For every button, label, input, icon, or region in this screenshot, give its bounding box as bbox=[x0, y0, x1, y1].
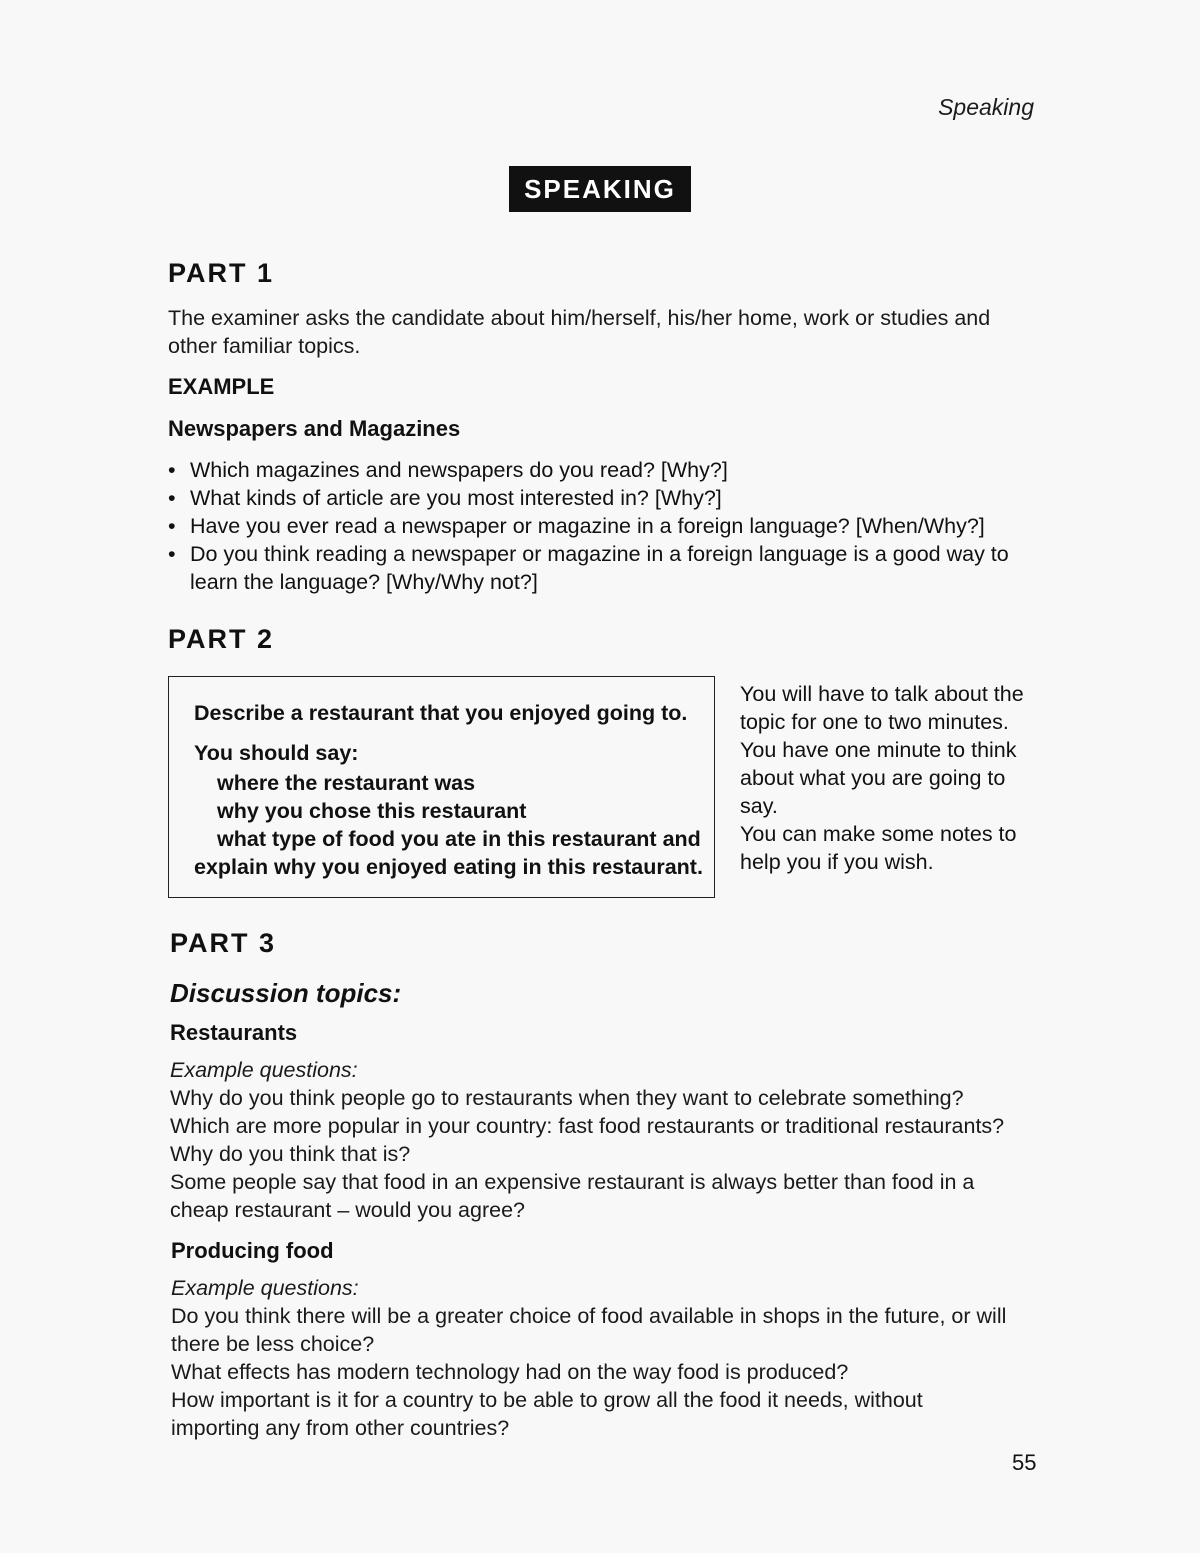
question-line: Why do you think that is? bbox=[170, 1142, 411, 1166]
question-line: How important is it for a country to be able to grow all the food it needs, without bbox=[171, 1388, 923, 1412]
cue-card-point: why you chose this restaurant bbox=[217, 799, 527, 823]
question-line: Why do you think people go to restaurants when they want to celebrate something? bbox=[170, 1086, 964, 1110]
instruction-line: You have one minute to think bbox=[740, 738, 1017, 762]
bullet-icon: • bbox=[168, 458, 176, 482]
running-head: Speaking bbox=[938, 94, 1034, 120]
question-list bbox=[168, 456, 1048, 596]
instruction-line: help you if you wish. bbox=[740, 850, 934, 874]
instruction-line: about what you are going to bbox=[740, 766, 1006, 790]
example-questions-label: Example questions: bbox=[171, 1276, 359, 1300]
cue-card-prompt: You should say: bbox=[194, 741, 359, 765]
part1-intro bbox=[168, 304, 1048, 360]
cue-card-point: where the restaurant was bbox=[217, 771, 476, 795]
topic-producing-food: Producing food bbox=[171, 1238, 334, 1263]
instruction-line: You will have to talk about the bbox=[740, 682, 1024, 706]
cue-card-title: Describe a restaurant that you enjoyed going to. bbox=[194, 701, 688, 725]
part2-instructions bbox=[740, 680, 1040, 876]
question-line: cheap restaurant – would you agree? bbox=[170, 1198, 525, 1222]
part2-heading: PART 2 bbox=[168, 624, 275, 654]
topic-restaurants: Restaurants bbox=[170, 1020, 298, 1045]
list-item bbox=[168, 484, 1048, 512]
question-line: What kinds of article are you most interested in? [Why?] bbox=[190, 486, 722, 510]
part3-heading: PART 3 bbox=[170, 928, 277, 958]
question-line: Which magazines and newspapers do you read? [Why?] bbox=[190, 458, 728, 482]
question-line: Do you think reading a newspaper or magazine in a foreign language is a good way to bbox=[190, 542, 1009, 566]
cue-card-points bbox=[194, 769, 714, 881]
question-line: there be less choice? bbox=[171, 1332, 375, 1356]
cue-card bbox=[168, 676, 715, 898]
question-line: Some people say that food in an expensive restaurant is always better than food in a bbox=[170, 1170, 975, 1194]
instruction-line: You can make some notes to bbox=[740, 822, 1017, 846]
instruction-line: say. bbox=[740, 794, 778, 818]
page-number: 55 bbox=[1012, 1450, 1037, 1475]
question-line: importing any from other countries? bbox=[171, 1416, 510, 1440]
list-item bbox=[168, 456, 1048, 484]
instruction-line: topic for one to two minutes. bbox=[740, 710, 1009, 734]
example-label: EXAMPLE bbox=[168, 374, 275, 399]
part1-intro-line: other familiar topics. bbox=[168, 334, 361, 358]
list-item bbox=[168, 512, 1048, 540]
question-line: Have you ever read a newspaper or magazine in a foreign language? [When/Why?] bbox=[190, 514, 985, 538]
question-line: Do you think there will be a greater choice of food available in shops in the future, or will bbox=[171, 1304, 1007, 1328]
question-line: learn the language? [Why/Why not?] bbox=[190, 570, 538, 594]
cue-card-last-line: explain why you enjoyed eating in this restaurant. bbox=[194, 855, 703, 879]
question-line: What effects has modern technology had on the way food is produced? bbox=[171, 1360, 849, 1384]
discussion-title: Discussion topics: bbox=[170, 978, 402, 1008]
question-line: Which are more popular in your country: fast food restaurants or traditional restaurants? bbox=[170, 1114, 1005, 1138]
section-banner: SPEAKING bbox=[509, 166, 691, 212]
part1-intro-line: The examiner asks the candidate about him/herself, his/her home, work or studies and bbox=[168, 306, 991, 330]
topic-restaurants-questions bbox=[170, 1056, 1050, 1224]
part1-heading: PART 1 bbox=[168, 258, 275, 288]
cue-card-point: what type of food you ate in this restaurant and bbox=[217, 827, 701, 851]
list-item bbox=[168, 540, 1048, 596]
topic-title: Newspapers and Magazines bbox=[168, 416, 461, 441]
bullet-icon: • bbox=[168, 486, 176, 510]
topic-producing-food-questions bbox=[171, 1274, 1051, 1442]
bullet-icon: • bbox=[168, 514, 176, 538]
example-questions-label: Example questions: bbox=[170, 1058, 358, 1082]
bullet-icon: • bbox=[168, 542, 176, 566]
